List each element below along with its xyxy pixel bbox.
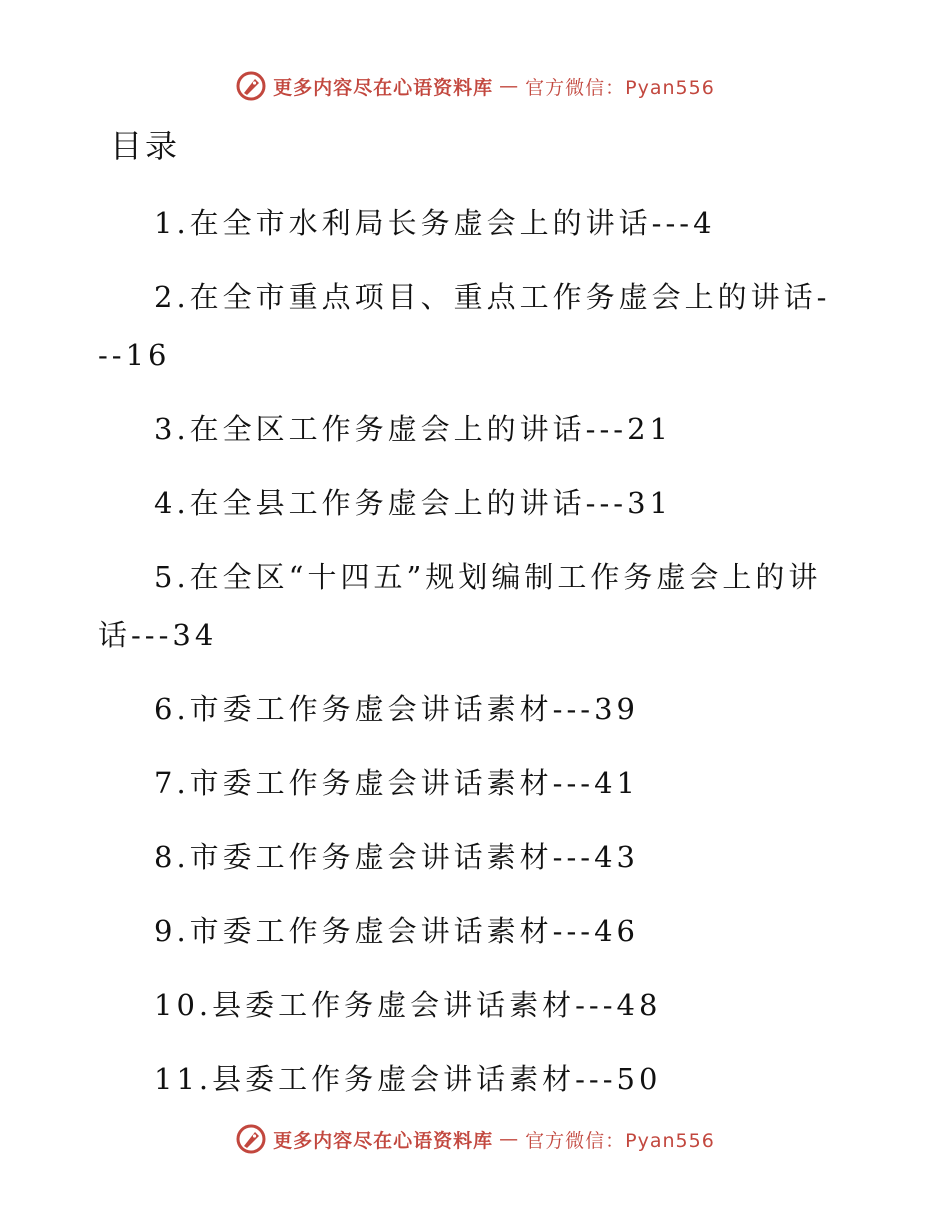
page-title: 目录 [110, 127, 181, 165]
toc-item: 8.市委工作务虚会讲话素材---43 [154, 840, 639, 874]
toc-item: 1.在全市水利局长务虚会上的讲话---4 [154, 206, 716, 240]
toc-item: 10.县委工作务虚会讲话素材---48 [154, 988, 662, 1022]
toc-item: 7.市委工作务虚会讲话素材---41 [154, 766, 639, 800]
toc-item: 5.在全区“十四五”规划编制工作务虚会上的讲话---34 [98, 560, 822, 652]
toc-item: 2.在全市重点项目、重点工作务虚会上的讲话---16 [98, 280, 831, 372]
toc-item: 4.在全县工作务虚会上的讲话---31 [154, 486, 672, 520]
watermark-sub-text: 官方微信：Pyan556 [525, 1129, 715, 1152]
watermark-separator: — [499, 1128, 520, 1150]
pen-nib-logo-icon [235, 1123, 267, 1155]
watermark-main-text: 更多内容尽在心语资料库 [273, 76, 494, 99]
footer-watermark [0, 1123, 950, 1155]
toc-item: 9.市委工作务虚会讲话素材---46 [154, 914, 639, 948]
watermark-separator: — [499, 75, 520, 97]
header-watermark [0, 70, 950, 102]
watermark-sub-text: 官方微信：Pyan556 [525, 76, 715, 99]
toc-item: 6.市委工作务虚会讲话素材---39 [154, 692, 639, 726]
toc-item: 11.县委工作务虚会讲话素材---50 [154, 1062, 662, 1096]
toc-item: 3.在全区工作务虚会上的讲话---21 [154, 412, 672, 446]
table-of-contents [98, 194, 838, 1124]
watermark-main-text: 更多内容尽在心语资料库 [273, 1129, 494, 1152]
pen-nib-logo-icon [235, 70, 267, 102]
